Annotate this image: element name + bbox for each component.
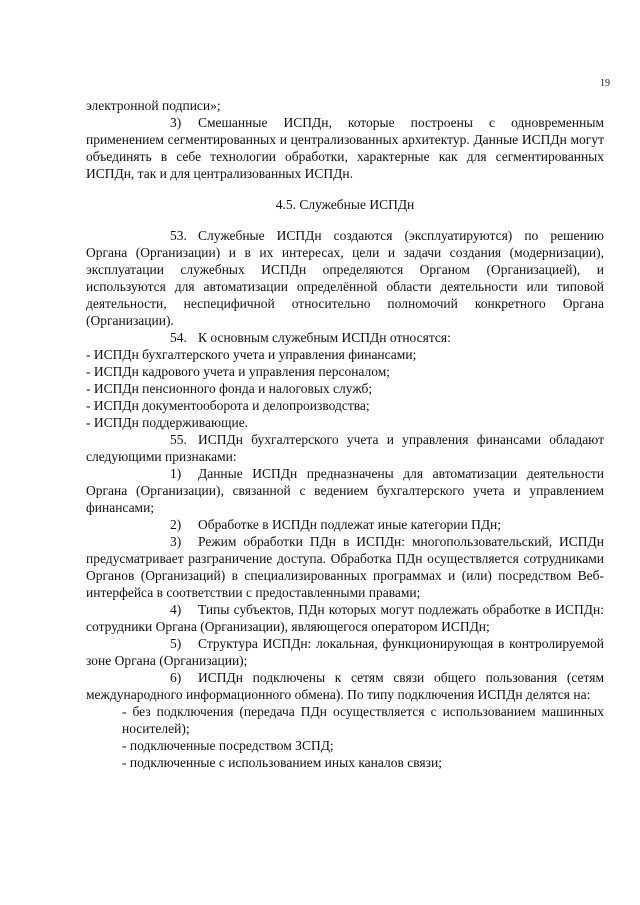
item-number: 3) [170, 115, 182, 130]
list-item: - подключенные с использованием иных каналов связи; [122, 755, 442, 770]
item-number: 53. [170, 228, 187, 243]
numbered-paragraph [86, 601, 604, 635]
paragraph: электронной подписи»; [86, 98, 221, 113]
paragraph-text: Смешанные ИСПДн, которые построены с одновременным применением сегментированных и централизованных архитектур. Данные ИСПДн могут объединять в себе технологии обработки, характерные как для сегментированных ИСПДн, так и для централизованных ИСПДн. [86, 115, 604, 181]
item-number: 6) [170, 670, 182, 685]
list-item: - ИСПДн документооборота и делопроизводства; [86, 398, 370, 413]
numbered-paragraph [86, 114, 604, 182]
item-number: 5) [170, 636, 182, 651]
list-item: - ИСПДн бухгалтерского учета и управления финансами; [86, 347, 417, 362]
item-number: 54. [170, 330, 187, 345]
document-body [86, 97, 604, 771]
paragraph-text: ИСПДн бухгалтерского учета и управления финансами обладают следующими признаками: [86, 432, 604, 464]
list-item: - подключенные посредством ЗСПД; [122, 738, 334, 753]
list-item: - ИСПДн поддерживающие. [86, 415, 249, 430]
numbered-paragraph [86, 329, 604, 346]
page-number: 19 [600, 78, 610, 89]
paragraph-text: Обработке в ИСПДн подлежат иные категории ПДн; [198, 517, 502, 532]
list-item: - ИСПДн пенсионного фонда и налоговых служб; [86, 381, 373, 396]
numbered-paragraph [86, 533, 604, 601]
numbered-paragraph [86, 516, 604, 533]
paragraph-text: Служебные ИСПДн создаются (эксплуатируются) по решению Органа (Организации) и в их интересах, цели и задачи создания (модернизации), эксплуатации служебных ИСПДн определяются Органом (Организацией), и используются для автоматизации определённой области деятельности или типовой деятельности, неспецифичной относительно полномочий конкретного Органа (Организации). [86, 228, 604, 328]
paragraph-text: Режим обработки ПДн в ИСПДн: многопользовательский, ИСПДн предусматривает разграничение доступа. Обработка ПДн осуществляется сотрудниками Органов (Организаций) в специализированных программах и (или) посредством Веб-интерфейса в соответствии с предоставленными правами; [86, 534, 604, 600]
paragraph-text: Типы субъектов, ПДн которых могут подлежать обработке в ИСПДн: сотрудники Органа (Организации), являющегося оператором ИСПДн; [86, 602, 604, 634]
list-item: - без подключения (передача ПДн осуществляется с использованием машинных носителей); [122, 704, 604, 736]
paragraph-text: Данные ИСПДн предназначены для автоматизации деятельности Органа (Организации), связанной с ведением бухгалтерского учета и управлением финансами; [86, 466, 604, 515]
item-number: 3) [170, 534, 182, 549]
item-number: 1) [170, 466, 182, 481]
list-item: - ИСПДн кадрового учета и управления персоналом; [86, 364, 391, 379]
section-heading: 4.5. Служебные ИСПДн [275, 197, 415, 212]
item-number: 55. [170, 432, 187, 447]
numbered-paragraph [86, 635, 604, 669]
numbered-paragraph [86, 431, 604, 465]
numbered-paragraph [86, 465, 604, 516]
item-number: 4) [170, 602, 182, 617]
paragraph-text: ИСПДн подключены к сетям связи общего пользования (сетям международного информационного обмена). По типу подключения ИСПДн делятся на: [86, 670, 604, 702]
numbered-paragraph [86, 669, 604, 703]
numbered-paragraph [86, 227, 604, 329]
paragraph-text: К основным служебным ИСПДн относятся: [198, 330, 451, 345]
item-number: 2) [170, 517, 182, 532]
paragraph-text: Структура ИСПДн: локальная, функционирующая в контролируемой зоне Органа (Организации); [86, 636, 604, 668]
